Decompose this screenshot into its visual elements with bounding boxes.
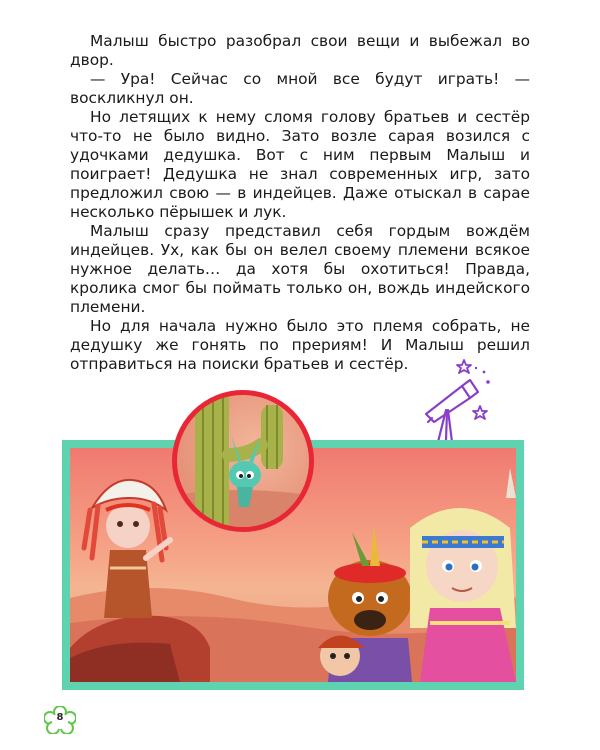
page-number — [44, 706, 76, 734]
star-icon — [473, 406, 487, 419]
star-icon — [457, 360, 471, 373]
telescope-icon — [418, 352, 498, 452]
paragraph-4: Малыш сразу представил себя гордым вождём индейцев. Ух, как бы он велел своему племени всякое нужное делать… да хотя бы охотиться! Правда, кролика смог бы поймать только он, вождь индейского племени. — [70, 222, 530, 316]
paragraph-3: Но летящих к нему сломя голову братьев и сестёр что-то не было видно. Зато возле сарая возился с удочками дедушка. Вот с ним первым Малыш и поиграет! Дедушка не знал современных игр, зато предложил свою — в индейцев. Даже отыскал в сарае несколько пёрышек и лук. — [70, 108, 530, 221]
inset-circle — [172, 390, 314, 532]
paragraph-2: — Ура! Сейчас со мной все будут играть! — воскликнул он. — [70, 70, 530, 107]
story-text — [70, 32, 530, 374]
page-number-label: 8 — [56, 712, 64, 723]
blonde-girl-character — [410, 468, 516, 682]
paragraph-1: Малыш быстро разобрал свои вещи и выбежал во двор. — [70, 32, 530, 69]
paragraph-5: Но для начала нужно было это племя собрать, не дедушку же гонять по прериям! И Малыш решил отправиться на поиски братьев и сестёр. — [70, 317, 530, 373]
